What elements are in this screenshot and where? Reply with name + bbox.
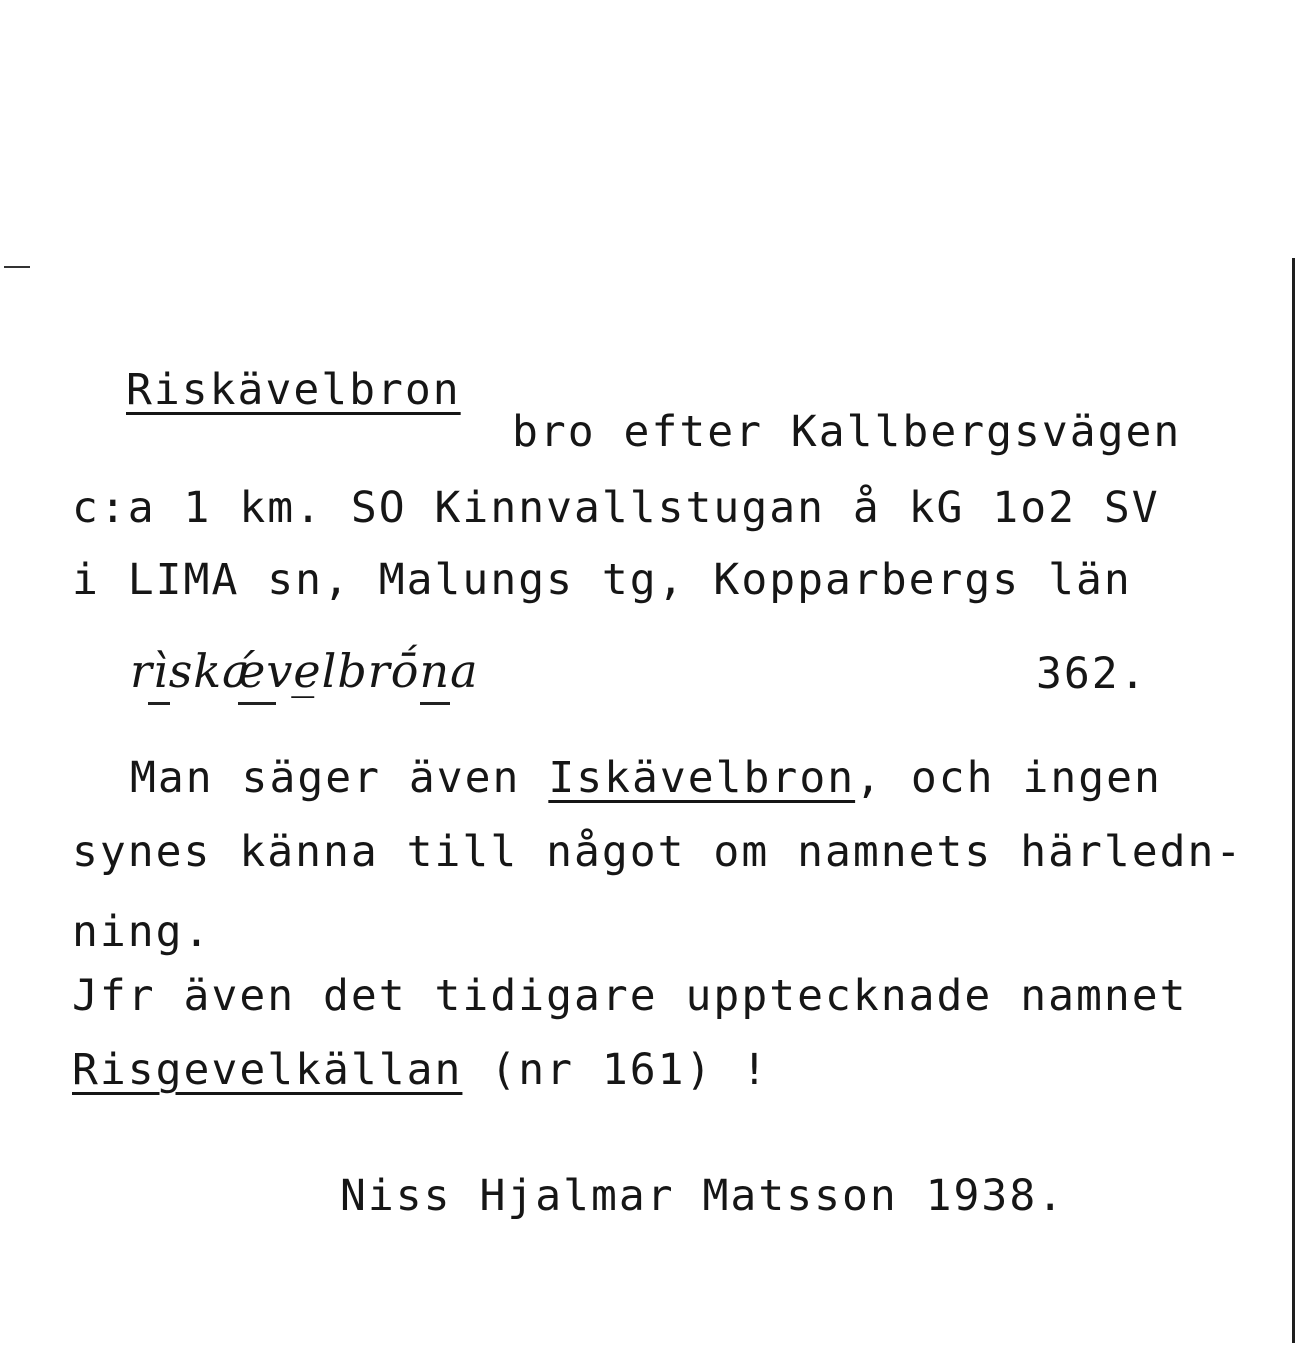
reference-line-1: Jfr även det tidigare upptecknade namnet: [72, 971, 1188, 1021]
note-line-1-post: , och ingen: [855, 753, 1162, 803]
stress-underline-1: [148, 702, 170, 705]
headword: Riskävelbron: [126, 365, 461, 415]
left-edge-mark: [4, 266, 30, 268]
card-right-edge: [1292, 258, 1295, 1343]
alt-name: Iskävelbron: [548, 753, 856, 803]
note-line-2: synes känna till något om namnets härledn-: [72, 827, 1244, 877]
definition: bro efter Kallbergsvägen: [512, 407, 1182, 457]
reference-line-2: [72, 1044, 769, 1096]
location-line-1: c:a 1 km. SO Kinnvallstugan å kG 1o2 SV: [72, 483, 1160, 533]
location-line-2: i LIMA sn, Malungs tg, Kopparbergs län: [72, 555, 1132, 605]
note-line-1-pre: Man säger även: [130, 753, 549, 803]
stress-underline-2: [238, 702, 276, 705]
reference-name: Risgevelkällan: [72, 1045, 463, 1095]
card-number: 362.: [1036, 649, 1148, 699]
note-line-3: ning.: [72, 907, 212, 957]
stress-underline-3: [420, 702, 450, 705]
handwritten-pronunciation: rìskǽve̲lbrṓna: [130, 644, 479, 698]
signature: Niss Hjalmar Matsson 1938.: [340, 1171, 1066, 1221]
note-line-1: [130, 752, 1162, 804]
reference-number: (nr 161) !: [462, 1045, 770, 1095]
